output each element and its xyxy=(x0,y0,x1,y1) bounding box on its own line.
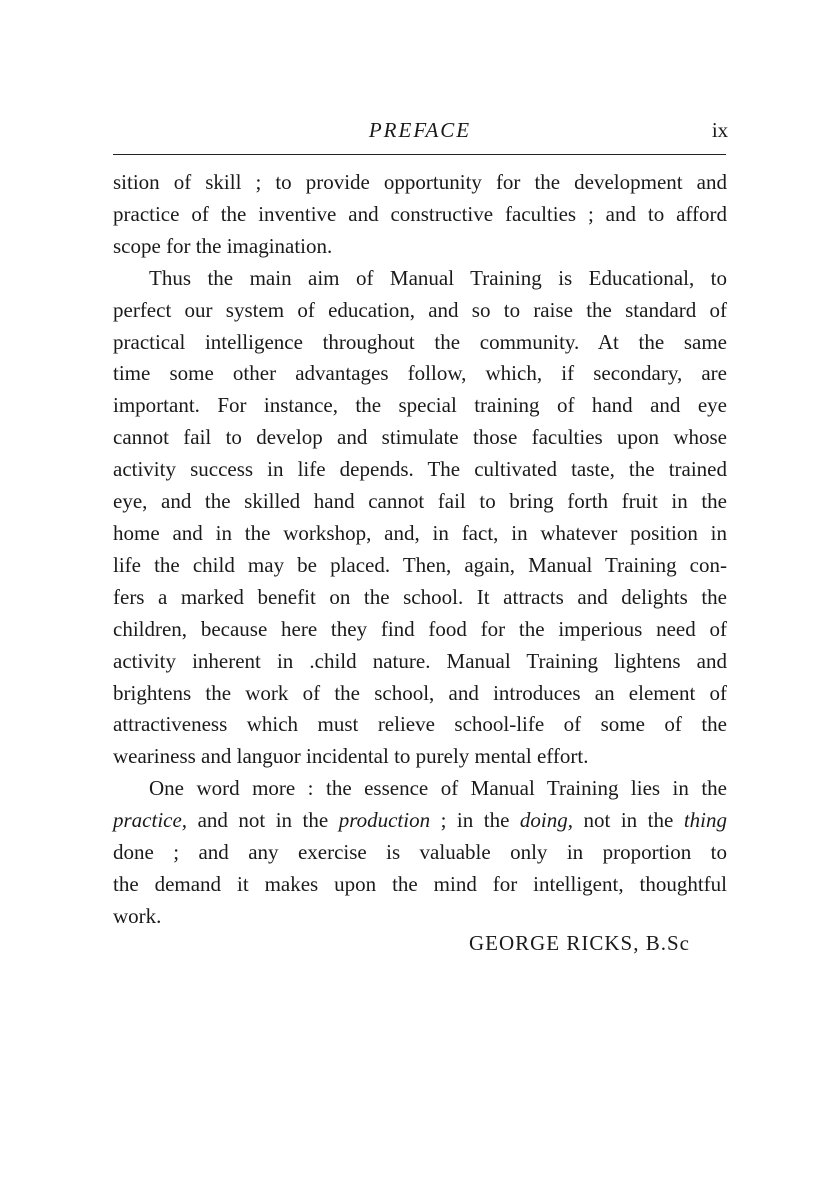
page-number: ix xyxy=(711,118,729,142)
emphasis-practice: practice, xyxy=(113,808,188,833)
text-fragment: not in the xyxy=(583,808,674,833)
text-line: weariness and languor incidental to purely mental effort. xyxy=(113,744,589,769)
text-line: fers a marked benefit on the school. It attracts and delights the xyxy=(113,584,727,609)
text-line: life the child may be placed. Then, again, Manual Training con- xyxy=(113,552,727,577)
text-line: done ; and any exercise is valuable only in proportion to xyxy=(113,840,727,865)
author-signature: GEORGE RICKS, B.Sc xyxy=(468,931,690,955)
text-fragment: and not in the xyxy=(197,808,329,833)
running-head-title: PREFACE xyxy=(368,118,472,142)
paragraph-2 xyxy=(113,263,727,774)
text-line: Thus the main aim of Manual Training is Educational, to xyxy=(149,265,727,290)
text-line: activity success in life depends. The cultivated taste, the trained xyxy=(113,457,727,482)
preface-text xyxy=(113,167,727,933)
text-line-mixed xyxy=(113,805,727,837)
text-line: eye, and the skilled hand cannot fail to bring forth fruit in the xyxy=(113,489,727,514)
emphasis-doing: doing, xyxy=(519,808,574,833)
text-line: brightens the work of the school, and introduces an element of xyxy=(113,680,727,705)
text-line: important. For instance, the special training of hand and eye xyxy=(113,393,727,418)
text-line: work. xyxy=(113,903,162,928)
text-line: cannot fail to develop and stimulate those faculties upon whose xyxy=(113,425,727,450)
emphasis-thing: thing xyxy=(683,808,728,833)
text-line: the demand it makes upon the mind for intelligent, thoughtful xyxy=(113,871,727,896)
emphasis-production: production xyxy=(338,808,431,833)
text-line: home and in the workshop, and, in fact, in whatever position in xyxy=(113,520,727,545)
text-line: perfect our system of education, and so to raise the standard of xyxy=(113,297,727,322)
text-line: sition of skill ; to provide opportunity for the development and xyxy=(113,170,727,194)
text-line: scope for the imagination. xyxy=(113,233,333,258)
paragraph-3 xyxy=(113,773,727,933)
text-line: attractiveness which must relieve school-life of some of the xyxy=(113,712,727,737)
text-line: One word more : the essence of Manual Training lies in the xyxy=(149,776,727,801)
paragraph-1 xyxy=(113,167,727,263)
text-line: time some other advantages follow, which, if secondary, are xyxy=(113,361,727,386)
text-line: practice of the inventive and constructive faculties ; and to afford xyxy=(113,201,727,226)
header-rule xyxy=(113,154,726,155)
text-line: practical intelligence throughout the community. At the same xyxy=(113,329,727,354)
text-line: activity inherent in .child nature. Manual Training lightens and xyxy=(113,648,727,673)
text-line: children, because here they find food for the imperious need of xyxy=(113,616,727,641)
text-fragment: ; in the xyxy=(440,808,510,833)
